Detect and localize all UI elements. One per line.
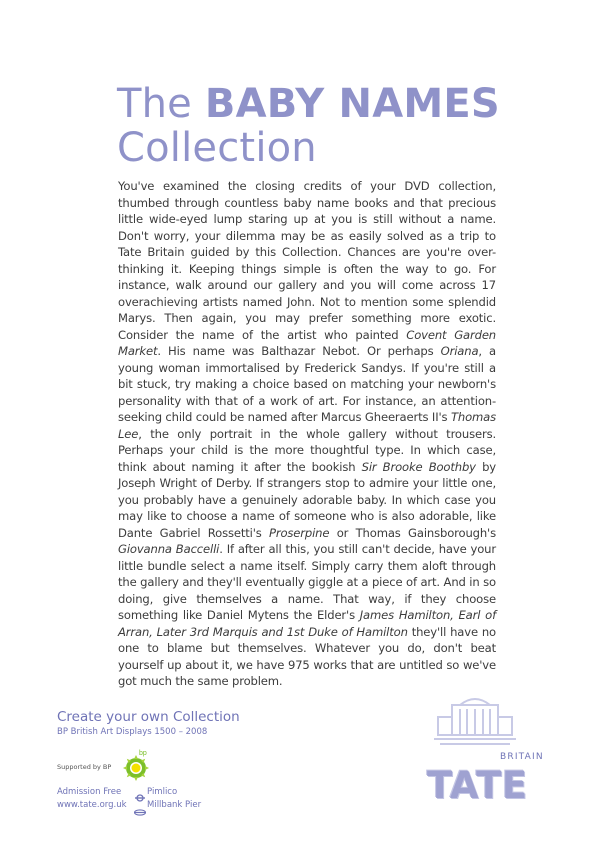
page-title — [117, 82, 517, 170]
website-link[interactable]: www.tate.org.uk — [57, 800, 127, 810]
title-prefix: The — [117, 81, 205, 127]
body-p5: by Joseph Wright of Derby. If strangers stop to admire your little one, you probably have a genuinely adorable baby. In which case you may like to choose a name of someone who is also adorable, like Dante Gabriel Rossetti's — [118, 459, 496, 540]
tate-building-logo — [430, 695, 520, 754]
bp-helios-logo — [120, 748, 154, 786]
brand-sub: BRITAIN — [500, 752, 544, 762]
station-millbank: Millbank Pier — [147, 800, 202, 810]
body-p3: , a young woman immortalised by Frederick Sandys. If you're still a bit stuck, try making a choice based on matching your newborn's personality with that of a work of art. For instance, an attention-seeking child could be named after Marcus Gheeraerts II's — [118, 344, 496, 424]
artwork-title-6: Giovanna Baccelli — [118, 542, 220, 556]
cta-heading: Create your own Collection — [57, 709, 240, 725]
bp-wordmark: bp — [139, 750, 147, 757]
body-p7: . If after all this, you still can't decide, have your little bundle select a name itself. Simply carry them aloft through the gallery and they'll eventually giggle at a piece of art. And in so doing, give themselves a name. That way, if they choose something like Daniel Mytens the Elder's — [118, 542, 496, 622]
body-p6: or Thomas Gainsborough's — [329, 525, 496, 540]
sponsor-label: Supported by BP — [57, 763, 112, 771]
artwork-title-4: Sir Brooke Boothby — [361, 459, 476, 474]
artwork-title-1: Covent Garden Market — [118, 327, 497, 358]
body-p1: You've examined the closing credits of your DVD collection, thumbed through countless baby name books and that precious little wide-eyed lump staring up at you is still without a name. Don't worry, your dilemma may be as easily solved as a trip to Tate Britain guided by this Collection. Chances are you're over-thinking it. Keeping things simple is often the way to go. For instance, walk around our gallery and you will come across 17 overachieving artists named John. Not to mention some splendid Marys. Then again, you may prefer something more exotic. Consider the name of the artist who painted — [118, 179, 496, 342]
body-p8: they'll have no one to blame but themselves. Whatever you do, don't beat yourself up about it, we have 975 works that are untitled so we've got much the same problem. — [118, 624, 496, 688]
body-p2: . His name was Balthazar Nebot. Or perhaps — [157, 344, 441, 358]
title-line2: Collection — [117, 125, 317, 171]
body-copy — [118, 178, 496, 690]
artwork-title-2: Oriana — [440, 344, 479, 358]
body-p4: , the only portrait in the whole gallery without trousers. Perhaps your child is the more thoughtful type. In which case, think about naming it after the bookish — [118, 426, 496, 474]
brand-name: TATE — [427, 764, 528, 807]
artwork-title-7: James Hamilton, Earl of Arran, Later 3rd Marquis and 1st Duke of Hamilton — [118, 608, 497, 639]
title-bold: BABY NAMES — [204, 81, 500, 127]
artwork-title-5: Proserpine — [269, 525, 330, 540]
admission-text: Admission Free — [57, 787, 122, 797]
station-pimlico: Pimlico — [147, 787, 178, 797]
artwork-title-3: Thomas Lee — [118, 410, 496, 441]
pier-icon — [134, 801, 146, 820]
cta-subheading: BP British Art Displays 1500 – 2008 — [57, 727, 208, 737]
